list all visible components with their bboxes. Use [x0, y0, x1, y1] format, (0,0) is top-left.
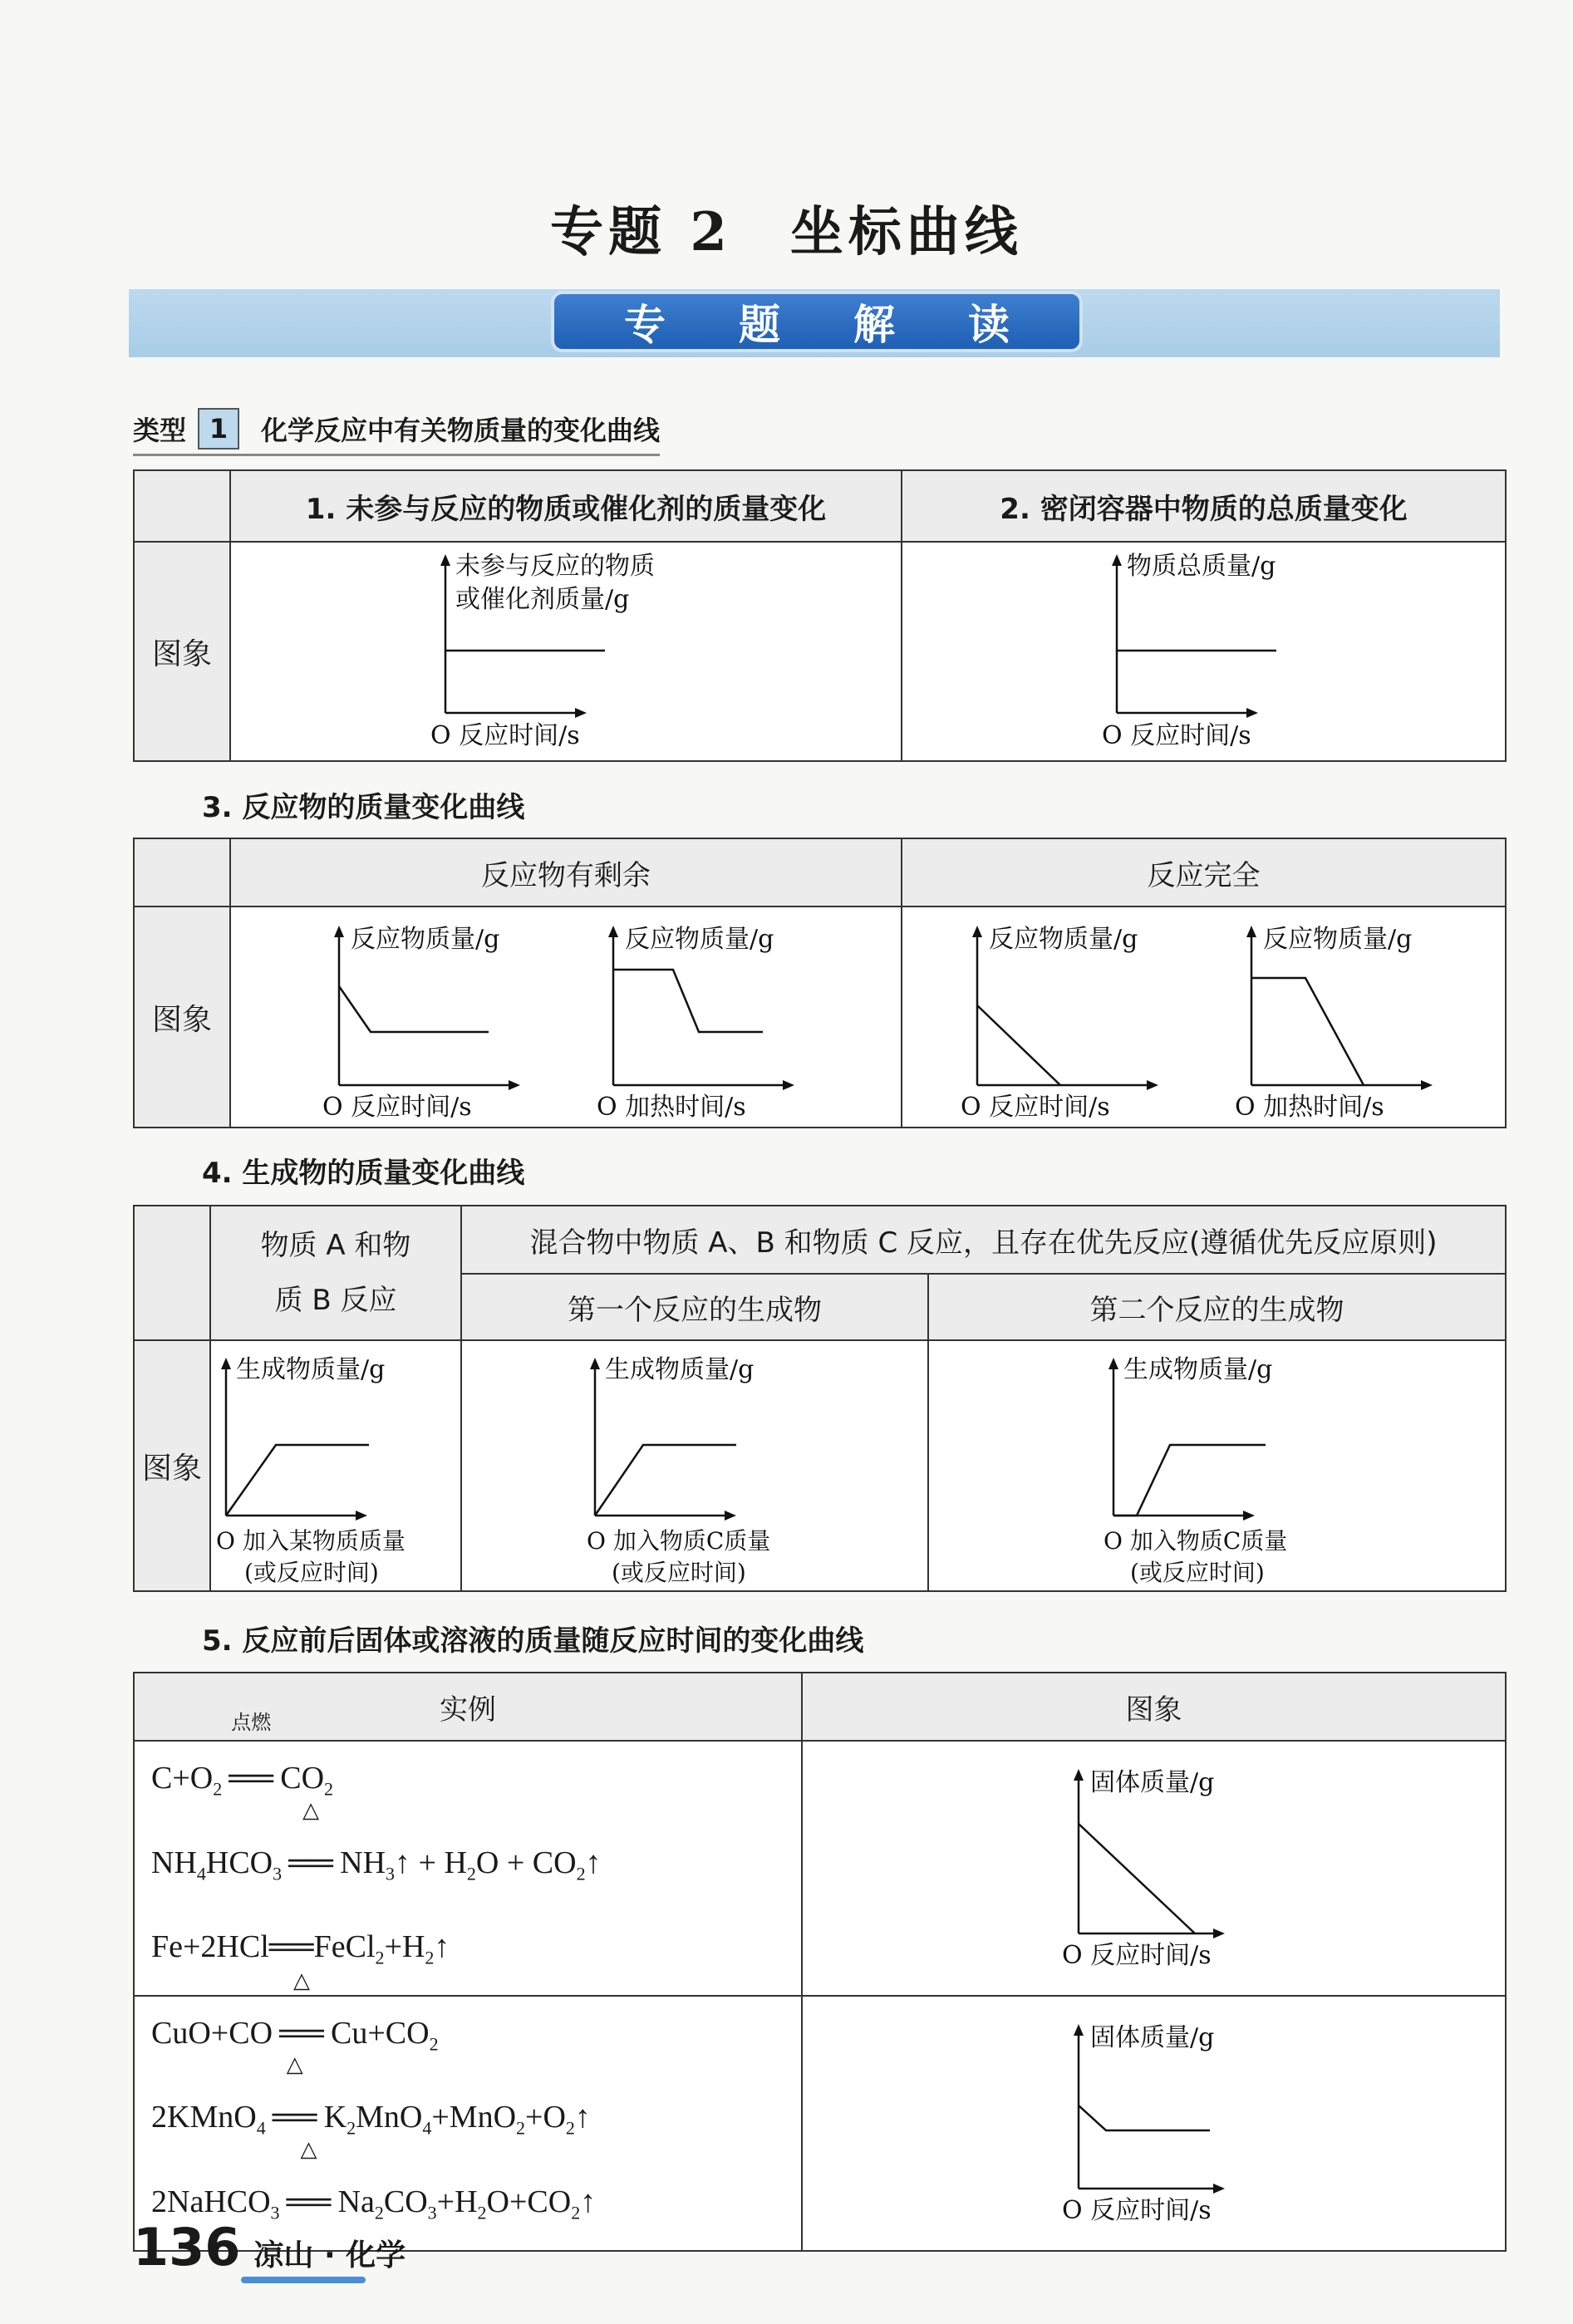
section-heading: 3. 反应物的质量变化曲线	[202, 791, 525, 824]
col-header: 1. 未参与反应的物质或催化剂的质量变化	[230, 470, 902, 542]
y-axis-label: 反应物质量/g	[1263, 925, 1413, 954]
x-axis-label: O 反应时间/s	[961, 1093, 1110, 1122]
section-heading: 4. 生成物的质量变化曲线	[202, 1157, 525, 1190]
equation: $C+O_2$ 点燃 ══ $CO_2$	[151, 1712, 334, 1800]
x-axis-label: (或反应时间)	[1130, 1559, 1265, 1586]
type-title: 化学反应中有关物质量的变化曲线	[261, 415, 661, 446]
graph-cell	[230, 542, 902, 761]
x-axis-label: O 反应时间/s	[1102, 721, 1251, 750]
y-axis-label: 生成物质量/g	[605, 1355, 755, 1384]
col-header: 反应物有剩余	[230, 838, 902, 907]
x-axis-label: O 加入某物质质量	[216, 1527, 406, 1555]
col-header: 2. 密闭容器中物质的总质量变化	[902, 470, 1506, 542]
x-axis-label: (或反应时间)	[612, 1559, 746, 1586]
y-axis-label: 反应物质量/g	[625, 925, 774, 954]
x-axis-label: (或反应时间)	[244, 1559, 379, 1586]
graph-cell	[210, 1340, 461, 1591]
page-title: 专题 2 坐标曲线	[550, 201, 1023, 263]
y-axis-label: 生成物质量/g	[1123, 1355, 1273, 1384]
y-axis-label: 固体质量/g	[1090, 2023, 1215, 2053]
gas-arrow: ↑	[395, 1845, 411, 1880]
col-header-ab	[210, 1206, 461, 1340]
y-axis-label: 生成物质量/g	[236, 1355, 386, 1384]
examples-cell	[134, 1712, 802, 1996]
table-5	[133, 1672, 1507, 2252]
x-axis-label: O 反应时间/s	[1062, 2196, 1212, 2226]
graph-cell	[461, 1340, 928, 1591]
graph-solid-mass-remaining	[803, 2006, 1505, 2240]
equation: CuO+CO △ ══ $Cu+CO_2$	[151, 1968, 439, 2055]
table-corner	[134, 1206, 210, 1340]
section-banner	[129, 289, 1500, 357]
book-title: 凉山 · 化学	[253, 2238, 406, 2272]
x-axis-label: O 加入物质C质量	[587, 1527, 771, 1555]
col-header: 混合物中物质 A、B 和物质 C 反应，且存在优先反应(遵循优先反应原则)	[461, 1206, 1506, 1274]
banner-char: 题	[739, 301, 780, 349]
type-heading	[133, 407, 660, 456]
graph-cell	[802, 1741, 1506, 1996]
type-number: 1	[198, 408, 239, 450]
gas-arrow: ↑	[434, 1929, 450, 1965]
row-label: 图象	[134, 1340, 210, 1591]
x-axis-label: O 反应时间/s	[322, 1093, 472, 1122]
graph-first-product	[462, 1341, 927, 1590]
equation: $Fe+2HCl══FeCl_2+H_2↑$	[151, 1929, 450, 1968]
x-axis-label: O 反应时间/s	[430, 721, 580, 750]
table-corner	[134, 838, 230, 907]
col-header: 实例	[134, 1673, 802, 1741]
x-axis-label: O 加热时间/s	[597, 1093, 746, 1122]
banner-char: 解	[853, 301, 895, 349]
y-axis-label: 固体质量/g	[1090, 1768, 1215, 1798]
examples-cell	[134, 1968, 802, 2251]
graph-reactant-remaining	[231, 907, 901, 1127]
reaction-condition: △	[300, 2136, 317, 2161]
page-number: 136	[133, 2217, 241, 2277]
y-axis-label: 或催化剂质量/g	[455, 585, 630, 614]
col-header: 第一个反应的生成物	[461, 1274, 928, 1340]
col-header: 图象	[802, 1673, 1506, 1741]
graph-second-product	[929, 1341, 1461, 1590]
banner-char: 读	[968, 301, 1010, 349]
table-3	[133, 838, 1507, 1128]
col-header: 质 B 反应	[274, 1284, 397, 1317]
reaction-condition: 点燃	[231, 1712, 272, 1734]
graph-cell	[230, 907, 902, 1128]
graph-cell	[802, 1996, 1506, 2251]
graph-unreacted-mass	[231, 543, 901, 760]
y-axis-label: 反应物质量/g	[989, 925, 1138, 954]
x-axis-label: O 反应时间/s	[1062, 1941, 1212, 1971]
equation: 2NaHCO$_3$ △ ══ $Na_2CO_3+H_2O+CO_2↑$	[151, 2136, 597, 2223]
reaction-condition: △	[293, 1968, 311, 1992]
graph-cell	[928, 1340, 1506, 1591]
reaction-condition: △	[286, 2052, 303, 2077]
graph-total-mass	[902, 543, 1505, 760]
col-header: 反应完全	[902, 838, 1506, 907]
banner-pill	[551, 291, 1083, 352]
type-label: 类型	[133, 415, 187, 446]
reaction-condition: △	[302, 1797, 320, 1822]
graph-solid-mass-to-zero	[803, 1751, 1505, 1985]
graph-reactant-complete	[902, 907, 1505, 1127]
y-axis-label: 物质总质量/g	[1127, 552, 1276, 581]
section-heading: 5. 反应前后固体或溶液的质量随反应时间的变化曲线	[202, 1624, 864, 1658]
footer-underline	[241, 2277, 366, 2283]
y-axis-label: 反应物质量/g	[351, 925, 500, 954]
row-label: 图象	[134, 907, 230, 1128]
equation: 2KMnO$_4$ △ ══ $K_2MnO_4+MnO_2+O_2↑$	[151, 2052, 591, 2139]
graph-product-ab	[211, 1341, 460, 1590]
col-header: 物质 A 和物	[260, 1229, 411, 1262]
table-1-2	[133, 469, 1507, 762]
y-axis-label: 未参与反应的物质	[455, 552, 655, 581]
table-corner	[134, 470, 230, 542]
gas-arrow: ↑	[574, 2100, 591, 2135]
gas-arrow: ↑	[585, 1845, 602, 1880]
x-axis-label: O 加入物质C质量	[1104, 1527, 1288, 1555]
col-header: 第二个反应的生成物	[928, 1274, 1506, 1340]
graph-cell	[902, 542, 1506, 761]
equation: $NH_4HCO_3$ △ ══ $NH_3↑ + H_2O$ + $CO_2↑$	[151, 1797, 602, 1884]
graph-cell	[902, 907, 1506, 1128]
table-4	[133, 1205, 1507, 1592]
page-footer	[133, 2217, 406, 2277]
gas-arrow: ↑	[580, 2184, 597, 2219]
banner-char: 专	[624, 301, 666, 349]
x-axis-label: O 加热时间/s	[1235, 1093, 1384, 1122]
row-label: 图象	[134, 542, 230, 761]
